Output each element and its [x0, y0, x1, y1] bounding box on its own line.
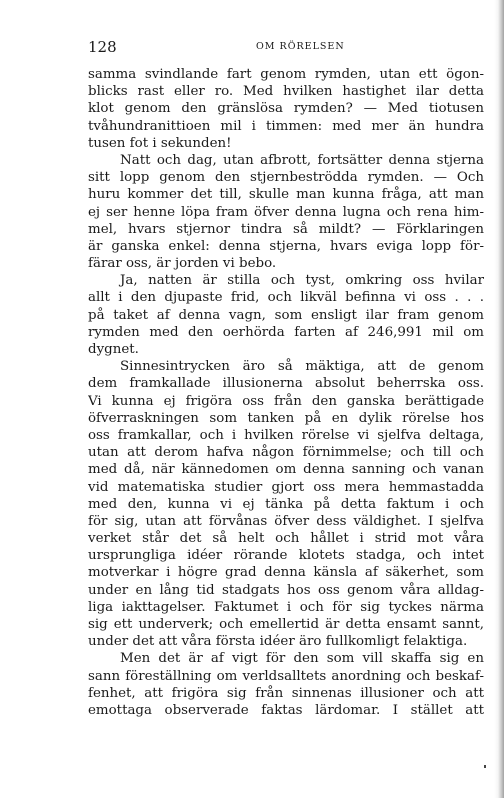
- text-line: fenhet, att frigöra sig från sinnenas illusioner och att: [88, 685, 484, 701]
- text-line: Sinnesintrycken äro så mäktiga, att de genom: [120, 359, 484, 375]
- text-line: öfverraskningen som tanken på en dylik rörelse hos: [88, 410, 484, 426]
- text-line: Vi kunna ej frigöra oss från den ganska berättigade: [88, 393, 484, 409]
- text-line: Ja, natten är stilla och tyst, omkring oss hvilar: [120, 273, 484, 289]
- page-edge-shadow: [494, 0, 504, 798]
- text-line: klot genom den gränslösa rymden? — Med tiotusen: [88, 101, 484, 117]
- text-line: sitt lopp genom den stjernbeströdda rymden. — Och: [88, 170, 484, 186]
- text-line: liga iakttagelser. Faktumet i och för sig tyckes närma: [88, 599, 484, 615]
- text-line: med den, kunna vi ej tänka på detta faktum i och: [88, 496, 484, 512]
- text-line: vid matematiska studier gjort oss mera hemmastadda: [88, 479, 484, 495]
- body-text: [88, 66, 484, 719]
- text-line: tvåhundranittioen mil i timmen: med mer än hundra: [88, 118, 484, 134]
- text-line: är ganska enkel: denna stjerna, hvars eviga lopp för-: [88, 238, 484, 254]
- text-line: Men det är af vigt för den som vill skaffa sig en: [120, 651, 484, 667]
- text-line: ej ser henne löpa fram öfver denna lugna och rena him-: [88, 204, 484, 220]
- page-number: 128: [88, 38, 117, 56]
- margin-mark: [484, 765, 486, 768]
- text-line: tusen fot i sekunden!: [88, 135, 232, 151]
- text-line: blicks rast eller ro. Med hvilken hastighet ilar detta: [88, 84, 484, 100]
- text-line: sig ett underverk; och emellertid är detta ensamt sannt,: [88, 617, 484, 632]
- text-line: samma svindlande fart genom rymden, utan ett ögon-: [88, 67, 484, 82]
- text-line: rymden med den oerhörda farten af 246,991 mil om: [88, 324, 484, 340]
- text-line: dygnet.: [88, 342, 139, 357]
- text-line: på taket af denna vagn, som ensligt ilar fram genom: [88, 307, 484, 323]
- text-line: oss framkallar, och i hvilken rörelse vi sjelfva deltaga,: [88, 427, 484, 443]
- page-header: [88, 38, 484, 58]
- text-line: dem framkallade illusionerna absolut beherrska oss.: [88, 376, 484, 392]
- text-line: utan att derom hafva någon förnimmelse; och till och: [88, 445, 484, 461]
- text-line: allt i den djupaste frid, och likväl befinna vi oss . . .: [88, 290, 484, 306]
- text-line: under det att våra första idéer äro fullkomligt felaktiga.: [88, 634, 468, 650]
- text-line: för sig, utan att förvånas öfver dess väldighet. I sjelfva: [88, 513, 484, 529]
- text-line: sann föreställning om verldsalltets anordning och beskaf-: [88, 668, 484, 684]
- text-line: färar oss, är jorden vi bebo.: [88, 256, 277, 272]
- text-line: mel, hvars stjernor tindra så mildt? — Förklaringen: [88, 221, 484, 237]
- text-line: verket står det så helt och hållet i strid mot våra: [88, 531, 484, 547]
- text-line: ursprungliga idéer rörande klotets stadga, och intet: [88, 548, 484, 564]
- text-line: under en lång tid stadgats hos oss genom våra alldag-: [88, 582, 484, 598]
- text-line: huru kommer det till, skulle man kunna fråga, att man: [88, 187, 484, 203]
- text-line: med då, när kännedomen om denna sanning och vanan: [88, 462, 484, 478]
- text-line: Natt och dag, utan afbrott, fortsätter denna stjerna: [120, 152, 484, 168]
- running-head: OM RÖRELSEN: [256, 41, 345, 52]
- text-line: motverkar i högre grad denna känsla af säkerhet, som: [88, 565, 484, 581]
- text-line: emottaga observerade faktas lärdomar. I stället att: [88, 702, 484, 718]
